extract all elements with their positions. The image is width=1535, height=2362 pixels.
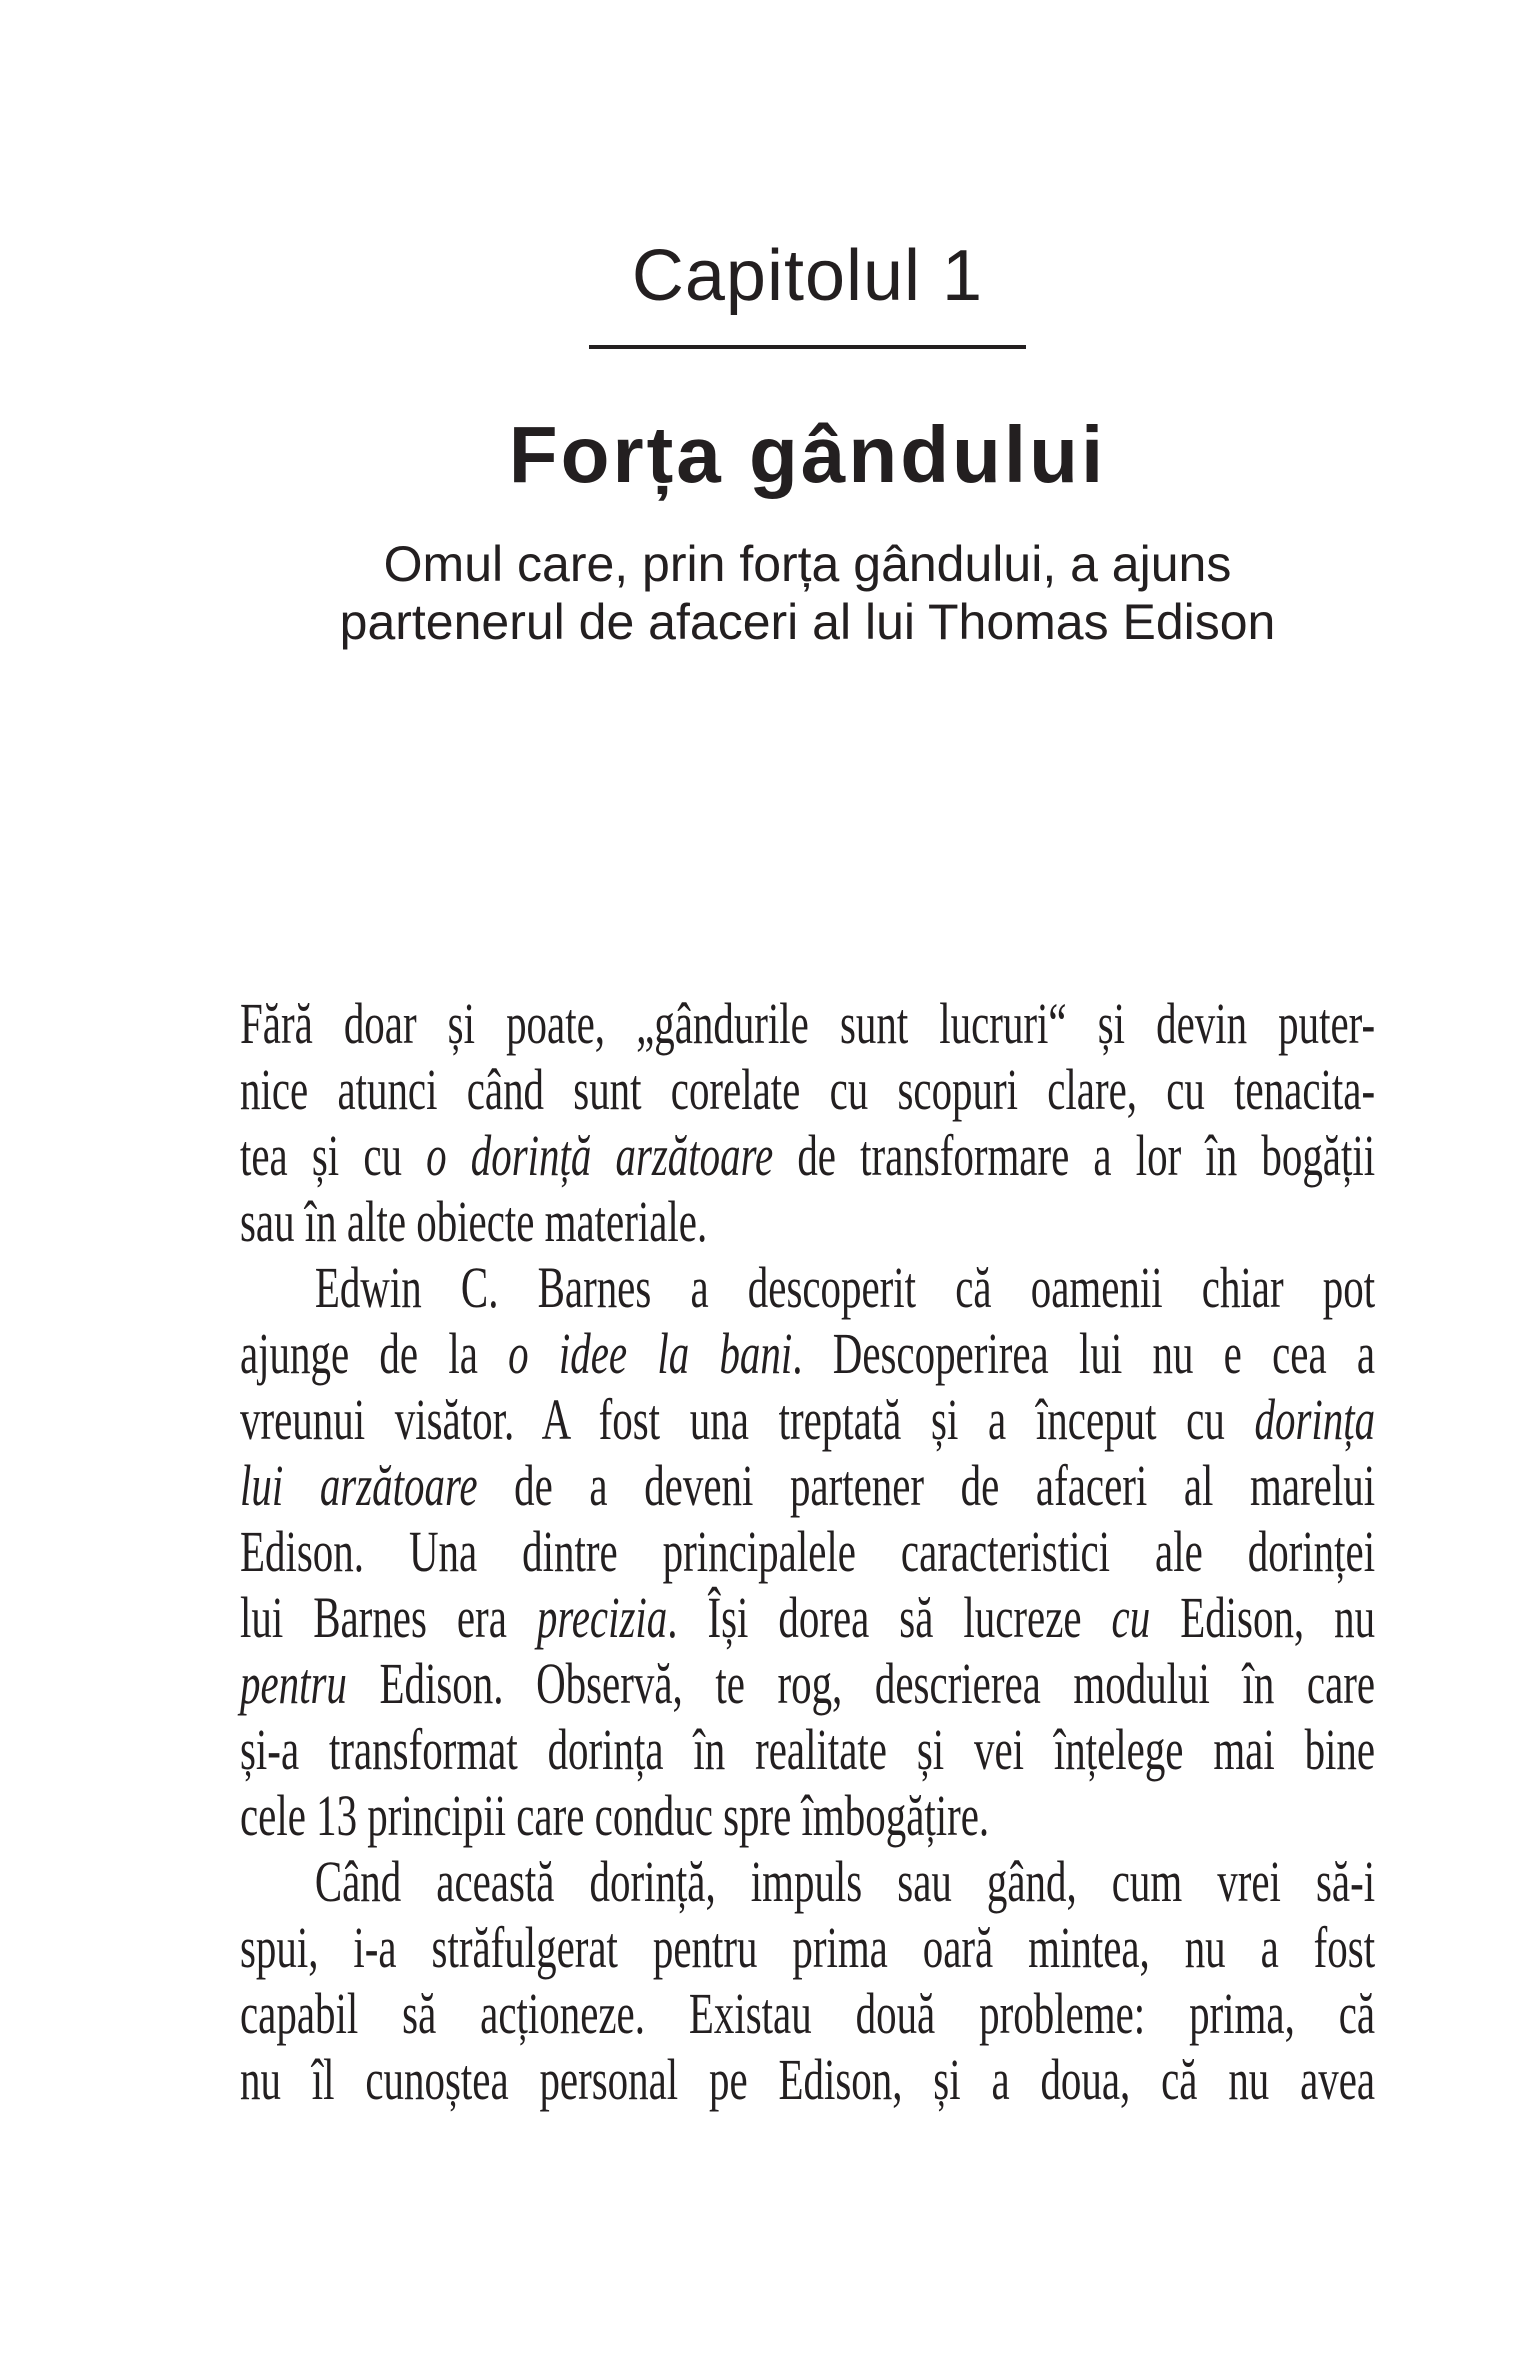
italic-text-run: cu <box>1111 1585 1151 1650</box>
text-line <box>240 1717 1375 1783</box>
chapter-rule-divider <box>589 345 1026 349</box>
text-line <box>240 2047 1375 2113</box>
text-run: cele 13 principii care conduc spre îmbogățire. <box>240 1783 990 1848</box>
text-line <box>240 1189 1375 1255</box>
text-run: . Își dorea să lucreze <box>667 1585 1112 1650</box>
chapter-label: Capitolul 1 <box>631 236 984 316</box>
text-line <box>240 1915 1375 1981</box>
text-line <box>240 1387 1375 1453</box>
text-run: Edwin C. Barnes a descoperit că oamenii chiar pot <box>314 1255 1376 1320</box>
text-line <box>240 1321 1375 1387</box>
body-paragraph <box>240 991 1375 1255</box>
text-line <box>240 1651 1375 1717</box>
page-content-column <box>240 0 1375 2113</box>
text-run: ajunge de la <box>240 1321 509 1386</box>
text-run: vreunui visător. A fost una treptată și a început cu <box>240 1387 1255 1452</box>
text-run: capabil să acționeze. Existau două probleme: prima, că <box>240 1981 1376 2046</box>
page-subtitle: Omul care, prin forța gândului, a ajuns partenerul de afaceri al lui Thomas Edison <box>339 536 1276 650</box>
text-run: . Descoperirea lui nu e cea a <box>792 1321 1376 1386</box>
text-run: lui Barnes era <box>240 1585 537 1650</box>
text-line <box>240 1849 1375 1915</box>
italic-text-run: lui arzătoare <box>240 1453 478 1518</box>
italic-text-run: o idee la bani <box>508 1321 793 1386</box>
body-text-scale <box>240 991 1375 2113</box>
text-run: spui, i-a străfulgerat pentru prima oară mintea, nu a fost <box>240 1915 1376 1980</box>
italic-text-run: o dorință arzătoare <box>426 1123 774 1188</box>
italic-text-run: dorința <box>1254 1387 1376 1452</box>
body-text <box>240 991 1375 2113</box>
text-run: Edison. Observă, te rog, descrierea modului în care <box>346 1651 1376 1716</box>
text-run: nice atunci când sunt corelate cu scopuri clare, cu tenacita- <box>240 1057 1376 1122</box>
text-run: nu îl cunoștea personal pe Edison, și a doua, că nu avea <box>240 2047 1376 2112</box>
page-title: Forța gândului <box>508 410 1107 499</box>
text-line <box>240 991 1375 1057</box>
text-line <box>240 1123 1375 1189</box>
text-run: Edison. Una dintre principalele caracteristici ale dorinței <box>240 1519 1376 1584</box>
italic-text-run: pentru <box>240 1651 347 1716</box>
text-line <box>240 1783 1375 1849</box>
text-line <box>240 1981 1375 2047</box>
text-line <box>240 1519 1375 1585</box>
text-line <box>240 1453 1375 1519</box>
text-run: de transformare a lor în bogății <box>773 1123 1376 1188</box>
text-run: Fără doar și poate, „gândurile sunt lucruri“ și devin puter- <box>240 991 1376 1056</box>
body-paragraph <box>240 1849 1375 2113</box>
text-line <box>240 1057 1375 1123</box>
text-run: Când această dorință, impuls sau gând, cum vrei să-i <box>314 1849 1376 1914</box>
text-run: și-a transformat dorința în realitate și vei înțelege mai bine <box>240 1717 1376 1782</box>
text-run: tea și cu <box>240 1123 427 1188</box>
text-run: de a deveni partener de afaceri al marelui <box>477 1453 1376 1518</box>
text-run: Edison, nu <box>1150 1585 1376 1650</box>
italic-text-run: precizia <box>536 1585 668 1650</box>
text-line <box>240 1255 1375 1321</box>
text-line <box>240 1585 1375 1651</box>
body-paragraph <box>240 1255 1375 1849</box>
text-run: sau în alte obiecte materiale. <box>240 1189 708 1254</box>
